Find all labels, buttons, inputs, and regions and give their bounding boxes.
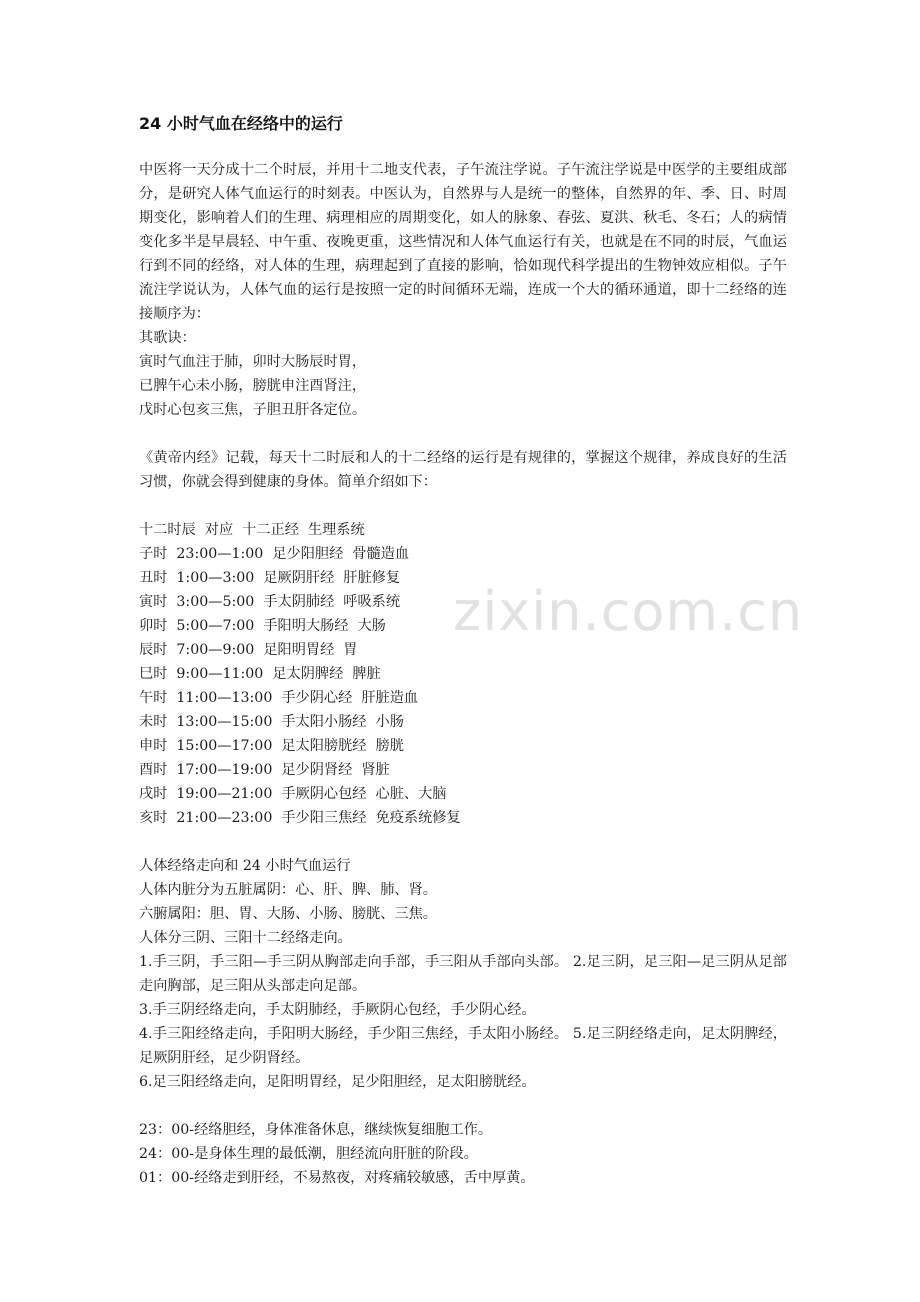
time-line: 01：00-经络走到肝经，不易熬夜，对疼痛较敏感，舌中厚黄。 (139, 1170, 535, 1186)
table-row: 巳时 9:00—11:00 足太阴脾经 脾脏 (139, 666, 381, 682)
page-title: 24 小时气血在经络中的运行 (139, 114, 343, 133)
spacer (139, 494, 787, 518)
table-row: 亥时 21:00—23:00 手少阳三焦经 免疫系统修复 (139, 810, 461, 826)
watermark: zixin.com.cn (453, 580, 804, 643)
time-line: 24：00-是身体生理的最低潮，胆经流向肝脏的阶段。 (139, 1146, 478, 1162)
spacer (139, 830, 787, 854)
document-body (139, 110, 787, 1190)
huangdi-paragraph: 《黄帝内经》记载，每天十二时辰和人的十二经络的运行是有规律的，掌握这个规律，养成良好的生活习惯，你就会得到健康的身体。简单介绍如下： (139, 450, 787, 490)
spacer (139, 1094, 787, 1118)
table-row: 未时 13:00—15:00 手太阳小肠经 小肠 (139, 714, 404, 730)
table-row: 辰时 7:00—9:00 足阳明胃经 胃 (139, 642, 358, 658)
table-row: 丑时 1:00—3:00 足厥阴肝经 肝脏修复 (139, 570, 401, 586)
meridian-line: 人体分三阴、三阳十二经络走向。 (139, 930, 352, 946)
meridian-paragraph: 4.手三阳经络走向，手阳明大肠经，手少阳三焦经，手太阳小肠经。 5.足三阴经络走向，足太阴脾经，足厥阴肝经，足少阴肾经。 (139, 1026, 787, 1066)
time-line: 23：00-经络胆经，身体准备休息，继续恢复细胞工作。 (139, 1122, 493, 1138)
table-row: 戌时 19:00—21:00 手厥阴心包经 心脏、大脑 (139, 786, 447, 802)
table-row: 申时 15:00—17:00 足太阳膀胱经 膀胱 (139, 738, 404, 754)
meridian-line: 六腑属阳：胆、胃、大肠、小肠、膀胱、三焦。 (139, 906, 437, 922)
table-row: 子时 23:00—1:00 足少阳胆经 骨髓造血 (139, 546, 410, 562)
intro-paragraph: 中医将一天分成十二个时辰，并用十二地支代表，子午流注学说。子午流注学说是中医学的主要组成部分，是研究人体气血运行的时刻表。中医认为，自然界与人是统一的整体，自然界的年、季、日、时周期变化，影响着人们的生理、病理相应的周期变化，如人的脉象、春弦、夏洪、秋毛、冬石；人的病情变化多半是早晨轻、中午重、夜晚更重，这些情况和人体气血运行有关，也就是在不同的时辰，气血运行到不同的经络，对人体的生理，病理起到了直接的影响，恰如现代科学提出的生物钟效应相似。子午流注学说认为，人体气血的运行是按照一定的时间循环无端，连成一个大的循环通道，即十二经络的连接顺序为： (139, 162, 787, 322)
table-row: 酉时 17:00—19:00 足少阴肾经 肾脏 (139, 762, 390, 778)
song-line: 寅时气血注于肺，卯时大肠辰时胃， (139, 354, 367, 370)
spacer (139, 422, 787, 446)
meridian-line: 人体内脏分为五脏属阴：心、肝、脾、肺、肾。 (139, 882, 437, 898)
meridian-paragraph: 6.足三阳经络走向，足阳明胃经，足少阳胆经，足太阳膀胱经。 (139, 1074, 536, 1090)
song-line: 戊时心包亥三焦，子胆丑肝各定位。 (139, 402, 367, 418)
meridian-line: 人体经络走向和 24 小时气血运行 (139, 858, 351, 874)
meridian-paragraph: 3.手三阴经络走向，手太阴肺经，手厥阴心包经，手少阴心经。 (139, 1002, 536, 1018)
table-header: 十二时辰 对应 十二正经 生理系统 (139, 522, 365, 538)
song-line: 已脾午心未小肠，膀胱申注酉肾注， (139, 378, 367, 394)
song-label: 其歌诀： (139, 330, 196, 346)
table-row: 寅时 3:00—5:00 手太阴肺经 呼吸系统 (139, 594, 401, 610)
meridian-paragraph: 1.手三阴，手三阳—手三阴从胸部走向手部，手三阳从手部向头部。 2.足三阴，足三阳—足三阴从足部走向胸部，足三阳从头部走向足部。 (139, 954, 787, 994)
table-row: 卯时 5:00—7:00 手阳明大肠经 大肠 (139, 618, 386, 634)
table-row: 午时 11:00—13:00 手少阴心经 肝脏造血 (139, 690, 419, 706)
